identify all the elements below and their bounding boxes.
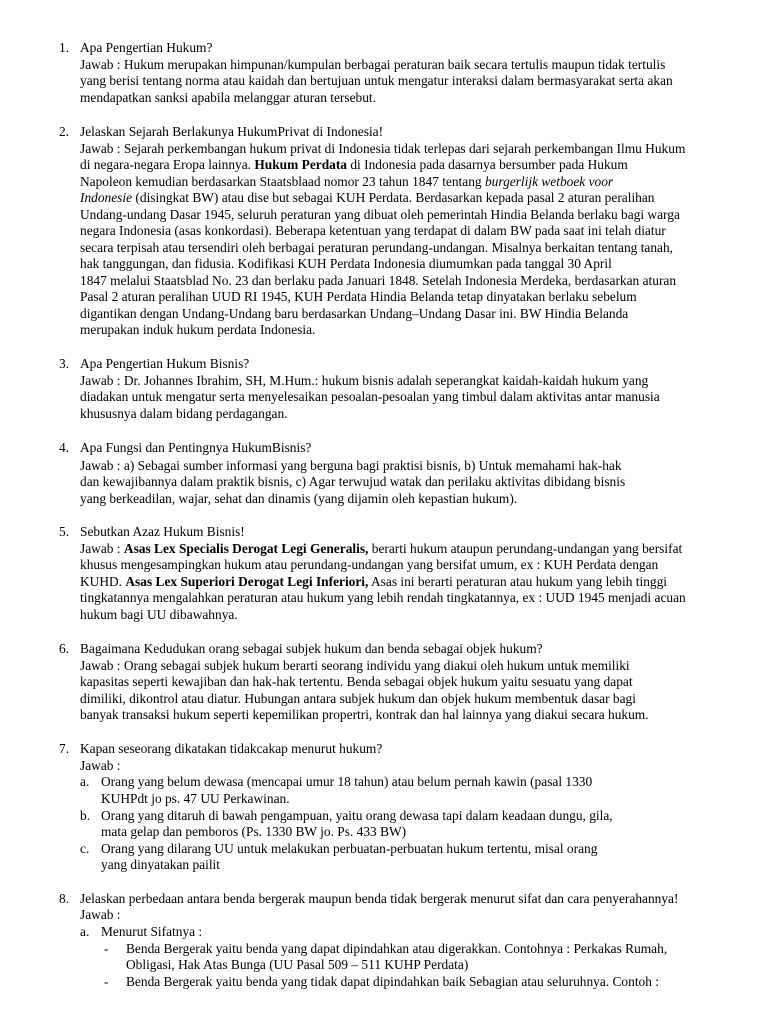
sub-item-line: mata gelap dan pemboros (Ps. 1330 BW jo. Ps. 433 BW) [101,824,407,839]
dash-bullet: - [104,974,109,989]
answer-line: mendapatkan sanksi apabila melanggar aturan tersebut. [80,90,376,105]
item-number: 7. [59,741,70,756]
sub-item-line: KUHPdt jo ps. 47 UU Perkawinan. [101,791,290,806]
answer-line: kapasitas seperti kewajiban dan hak-hak tertentu. Benda sebagai objek hukum yaitu sesuatu yang dapat [80,674,633,689]
question-text: Apa Pengertian Hukum Bisnis? [80,356,250,371]
answer-line: khususnya dalam bidang perdagangan. [80,406,288,421]
answer-line: Jawab : a) Sebagai sumber informasi yang berguna bagi praktisi bisnis, b) Untuk memahami hak-hak [80,458,622,473]
answer-line: hak tanggungan, dan fidusia. Kodifikasi KUH Perdata Indonesia diumumkan pada tanggal 30 April [80,256,612,271]
answer-line: KUHD. Asas Lex Superiori Derogat Legi Inferiori, Asas ini berarti peraturan atau hukum yang lebih tinggi [80,574,667,589]
bold-term: Hukum Perdata [254,157,347,172]
item-number: 4. [59,440,70,455]
sub-item-line: Orang yang ditaruh di bawah pengampuan, yaitu orang dewasa tapi dalam keadaan dungu, gila, [101,808,613,823]
item-number: 5. [59,524,70,539]
question-text: Jelaskan perbedaan antara benda bergerak maupun benda tidak bergerak menurut sifat dan cara penyerahannya! [80,891,679,906]
question-text: Jelaskan Sejarah Berlakunya HukumPrivat di Indonesia! [80,124,384,139]
dash-item-line: Benda Bergerak yaitu benda yang tidak dapat dipindahkan baik Sebagian atau seluruhnya. Contoh : [126,974,659,989]
question-text: Kapan seseorang dikatakan tidakcakap menurut hukum? [80,741,383,756]
answer-line: merupakan induk hukum perdata Indonesia. [80,322,316,337]
italic-term: Indonesie [80,190,133,205]
answer-line: negara Indonesia (asas konkordasi). Beberapa ketentuan yang terdapat di dalam BW pada saat ini telah diatur [80,223,666,238]
answer-line: dan kewajibannya dalam praktik bisnis, c) Agar terwujud watak dan perilaku aktivitas dibidang bisnis [80,474,626,489]
answer-line: Napoleon kemudian berdasarkan Staatsblaad nomor 23 tahun 1847 tentang burgerlijk wetboek voor [80,174,614,189]
dash-item-line: Benda Bergerak yaitu benda yang dapat dipindahkan atau digerakkan. Contohnya : Perkakas Rumah, [126,941,668,956]
sub-item-line: Menurut Sifatnya : [101,924,203,939]
answer-line: Jawab : Dr. Johannes Ibrahim, SH, M.Hum.: hukum bisnis adalah seperangkat kaidah-kaidah hukum yang [80,373,649,388]
question-text: Apa Fungsi dan Pentingnya HukumBisnis? [80,440,312,455]
answer-line: diadakan untuk mengatur serta menyelesaikan pesoalan-pesoalan yang timbul dalam aktivitas antar manusia [80,389,660,404]
sub-item-line: yang dinyatakan pailit [101,857,220,872]
dash-item-line: Obligasi, Hak Atas Bunga (UU Pasal 509 – 511 KUHP Perdata) [126,957,469,972]
question-text: Sebutkan Azaz Hukum Bisnis! [80,524,245,539]
answer-line: Pasal 2 aturan peralihan UUD RI 1945, KUH Perdata Hindia Belanda tetap dinyatakan berlaku sebelum [80,289,637,304]
answer-line: digantikan dengan Undang-Undang baru berdasarkan Undang–Undang Dasar ini. BW Hindia Belanda [80,306,629,321]
item-number: 3. [59,356,70,371]
answer-line: yang berisi tentang norma atau kaidah dan bertujuan untuk mengatur interaksi dalam bermasyarakat serta akan [80,73,673,88]
dash-bullet: - [104,941,109,956]
sub-item-letter: b. [80,808,91,823]
answer-label: Jawab : [80,758,121,773]
answer-line: 1847 melalui Staatsblad No. 23 dan berlaku pada Januari 1848. Setelah Indonesia Merdeka, berdasarkan aturan [80,273,677,288]
sub-item-line: Orang yang dilarang UU untuk melakukan perbuatan-perbuatan hukum tertentu, misal orang [101,841,598,856]
sub-item-letter: a. [80,924,90,939]
answer-label: Jawab : [80,907,121,922]
item-number: 6. [59,641,70,656]
answer-line: dimiliki, dikontrol atau diatur. Hubungan antara subjek hukum dan objek hukum membentuk dasar bagi [80,691,636,706]
sub-item-letter: c. [80,841,90,856]
answer-line: Indonesie (disingkat BW) atau dise but sebagai KUH Perdata. Berdasarkan kepada pasal 2 aturan peralihan [80,190,655,205]
item-number: 1. [59,40,70,55]
answer-line: hukum bagi UU dibawahnya. [80,607,238,622]
answer-line: Jawab : Asas Lex Specialis Derogat Legi Generalis, berarti hukum ataupun perundang-undangan yang bersifat [80,541,683,556]
answer-line: khusus mengesampingkan hukum atau perundang-undangan yang bersifat umum, ex : KUH Perdata dengan [80,557,659,572]
answer-line: yang berkeadilan, wajar, sehat dan dinamis (yang dijamin oleh kepastian hukum). [80,491,518,506]
question-text: Bagaimana Kedudukan orang sebagai subjek hukum dan benda sebagai objek hukum? [80,641,543,656]
bold-term: Asas Lex Specialis Derogat Legi Generalis, [123,541,369,556]
answer-line: tingkatannya mengalahkan peraturan atau hukum yang lebih rendah tingkatannya, ex : UUD 1945 menjadi acuan [80,590,686,605]
answer-line: Jawab : Sejarah perkembangan hukum privat di Indonesia tidak terlepas dari sejarah perkembangan Ilmu Hukum [80,141,686,156]
bold-term: Asas Lex Superiori Derogat Legi Inferiori, [125,574,369,589]
answer-line: Undang-undang Dasar 1945, seluruh peraturan yang dibuat oleh pemerintah Hindia Belanda berlaku bagi warga [80,207,680,222]
italic-term: burgerlijk wetboek voor [484,174,614,189]
answer-line: di negara-negara Eropa lainnya. Hukum Perdata di Indonesia pada dasarnya bersumber pada Hukum [80,157,628,172]
answer-line: banyak transaksi hukum seperti kepemilikan propertri, kontrak dan hal lainnya yang diakui secara hukum. [80,707,649,722]
answer-line: secara terpisah atau tersendiri oleh berbagai peraturan perundang-undangan. Misalnya berkaitan tentang tanah, [80,240,674,255]
answer-line: Jawab : Orang sebagai subjek hukum berarti seorang individu yang diakui oleh hukum untuk memiliki [80,658,630,673]
answer-line: Jawab : Hukum merupakan himpunan/kumpulan berbagai peraturan baik secara tertulis maupun tidak tertulis [80,57,666,72]
item-number: 8. [59,891,70,906]
sub-item-letter: a. [80,774,90,789]
sub-item-line: Orang yang belum dewasa (mencapai umur 18 tahun) atau belum pernah kawin (pasal 1330 [101,774,593,789]
item-number: 2. [59,124,70,139]
question-text: Apa Pengertian Hukum? [80,40,213,55]
